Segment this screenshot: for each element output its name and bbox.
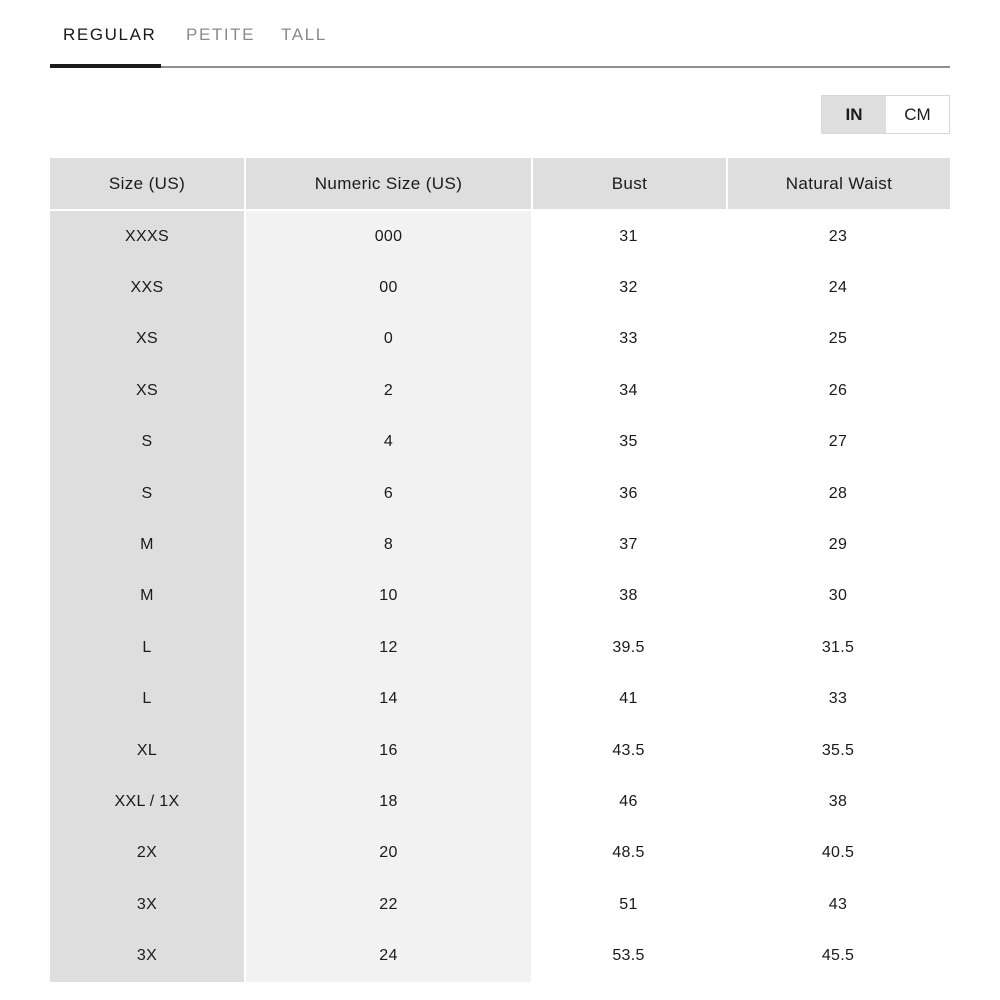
table-row — [50, 519, 950, 570]
table-row — [50, 211, 950, 262]
cell-numeric-size: 16 — [244, 725, 531, 776]
cell-size: L — [50, 622, 244, 673]
cell-size: XL — [50, 725, 244, 776]
cell-size: XS — [50, 314, 244, 365]
cell-bust: 41 — [531, 674, 726, 725]
cell-numeric-size: 000 — [244, 211, 531, 262]
cell-bust: 43.5 — [531, 725, 726, 776]
cell-natural-waist: 38 — [726, 776, 950, 827]
table-row — [50, 828, 950, 879]
cell-natural-waist: 24 — [726, 262, 950, 313]
header-bust: Bust — [531, 158, 726, 211]
cell-natural-waist: 30 — [726, 571, 950, 622]
cell-bust: 48.5 — [531, 828, 726, 879]
cell-size: XXL / 1X — [50, 776, 244, 827]
cell-bust: 46 — [531, 776, 726, 827]
header-numeric-size-us: Numeric Size (US) — [244, 158, 531, 211]
cell-bust: 38 — [531, 571, 726, 622]
cell-numeric-size: 0 — [244, 314, 531, 365]
cell-numeric-size: 8 — [244, 519, 531, 570]
table-row — [50, 571, 950, 622]
table-row — [50, 879, 950, 930]
cell-bust: 36 — [531, 468, 726, 519]
cell-numeric-size: 14 — [244, 674, 531, 725]
cell-size: S — [50, 468, 244, 519]
cell-numeric-size: 20 — [244, 828, 531, 879]
cell-natural-waist: 27 — [726, 417, 950, 468]
cell-bust: 34 — [531, 365, 726, 416]
table-row — [50, 930, 950, 981]
table-row — [50, 776, 950, 827]
cell-numeric-size: 12 — [244, 622, 531, 673]
cell-bust: 32 — [531, 262, 726, 313]
header-natural-waist: Natural Waist — [726, 158, 950, 211]
table-header-row — [50, 158, 950, 211]
cell-natural-waist: 25 — [726, 314, 950, 365]
active-tab-indicator — [50, 64, 161, 68]
cell-numeric-size: 2 — [244, 365, 531, 416]
cell-natural-waist: 23 — [726, 211, 950, 262]
cell-size: L — [50, 674, 244, 725]
size-chart-table — [50, 158, 950, 982]
cell-numeric-size: 10 — [244, 571, 531, 622]
cell-size: 3X — [50, 930, 244, 981]
cell-numeric-size: 00 — [244, 262, 531, 313]
cell-size: XXS — [50, 262, 244, 313]
tab-petite[interactable]: PETITE — [186, 25, 256, 44]
cell-bust: 53.5 — [531, 930, 726, 981]
table-row — [50, 262, 950, 313]
tab-regular[interactable]: REGULAR — [63, 25, 157, 44]
cell-numeric-size: 22 — [244, 879, 531, 930]
unit-toggle — [821, 95, 950, 134]
cell-bust: 35 — [531, 417, 726, 468]
table-row — [50, 674, 950, 725]
table-row — [50, 365, 950, 416]
cell-size: M — [50, 571, 244, 622]
cell-bust: 31 — [531, 211, 726, 262]
table-row — [50, 725, 950, 776]
cell-bust: 33 — [531, 314, 726, 365]
cell-natural-waist: 43 — [726, 879, 950, 930]
unit-in-button[interactable]: IN — [822, 96, 886, 133]
cell-size: S — [50, 417, 244, 468]
cell-natural-waist: 33 — [726, 674, 950, 725]
cell-numeric-size: 4 — [244, 417, 531, 468]
cell-numeric-size: 6 — [244, 468, 531, 519]
cell-bust: 51 — [531, 879, 726, 930]
table-row — [50, 314, 950, 365]
cell-size: M — [50, 519, 244, 570]
cell-size: XXXS — [50, 211, 244, 262]
cell-natural-waist: 40.5 — [726, 828, 950, 879]
cell-natural-waist: 29 — [726, 519, 950, 570]
cell-natural-waist: 45.5 — [726, 930, 950, 981]
cell-natural-waist: 26 — [726, 365, 950, 416]
tab-tall[interactable]: TALL — [281, 25, 327, 44]
cell-size: 2X — [50, 828, 244, 879]
table-row — [50, 622, 950, 673]
cell-size: 3X — [50, 879, 244, 930]
cell-numeric-size: 24 — [244, 930, 531, 981]
table-row — [50, 468, 950, 519]
unit-cm-button[interactable]: CM — [886, 96, 949, 133]
cell-natural-waist: 35.5 — [726, 725, 950, 776]
cell-bust: 37 — [531, 519, 726, 570]
cell-natural-waist: 28 — [726, 468, 950, 519]
cell-numeric-size: 18 — [244, 776, 531, 827]
table-row — [50, 417, 950, 468]
size-category-tabs — [50, 0, 950, 68]
cell-bust: 39.5 — [531, 622, 726, 673]
cell-size: XS — [50, 365, 244, 416]
header-size-us: Size (US) — [50, 158, 244, 211]
cell-natural-waist: 31.5 — [726, 622, 950, 673]
